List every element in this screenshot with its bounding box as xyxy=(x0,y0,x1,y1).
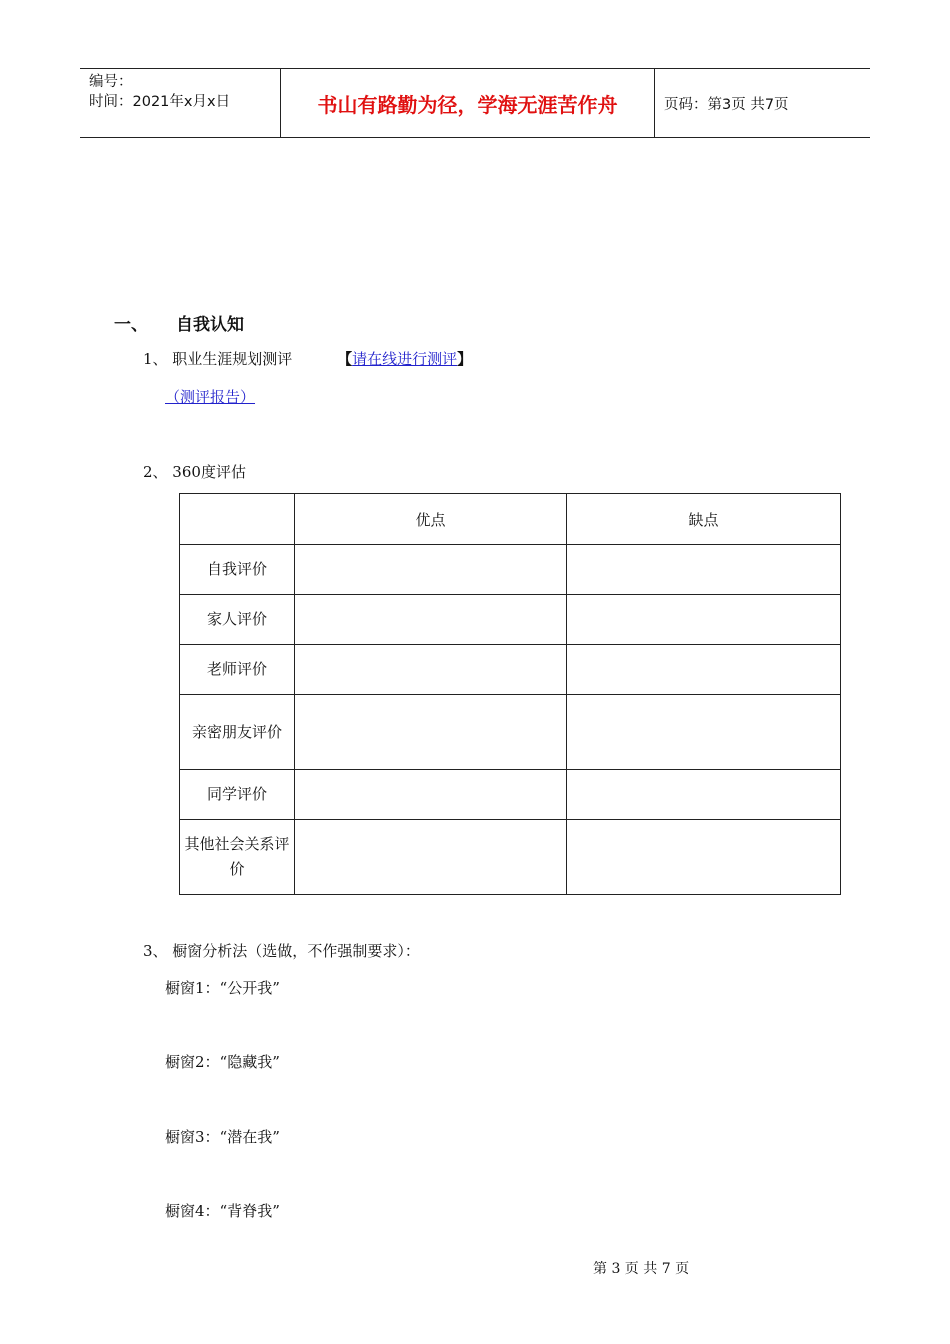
table-row xyxy=(180,820,841,895)
weakness-cell[interactable] xyxy=(567,820,841,895)
report-line xyxy=(165,386,255,407)
page-header xyxy=(80,68,870,138)
report-link[interactable]: （测评报告） xyxy=(165,388,256,406)
row-label: 亲密朋友评价 xyxy=(180,695,295,770)
table-header-weaknesses: 缺点 xyxy=(567,494,841,545)
strength-cell[interactable] xyxy=(295,595,567,645)
weakness-cell[interactable] xyxy=(567,545,841,595)
number-label: 编号： xyxy=(89,74,133,90)
table-row xyxy=(180,770,841,820)
row-label: 家人评价 xyxy=(180,595,295,645)
bracket-open: 【 xyxy=(337,350,353,368)
row-label: 老师评价 xyxy=(180,645,295,695)
strength-cell[interactable] xyxy=(295,695,567,770)
page-footer: 第 3 页 共 7 页 xyxy=(593,1261,690,1277)
weakness-cell[interactable] xyxy=(567,595,841,645)
section-heading: 自我认知 xyxy=(176,315,244,335)
table-row xyxy=(180,645,841,695)
table-header-strengths: 优点 xyxy=(295,494,567,545)
row-label: 自我评价 xyxy=(180,545,295,595)
bracket-close: 】 xyxy=(457,350,473,368)
item1-label: 1、 职业生涯规划测评 xyxy=(143,350,293,368)
window-item: 橱窗2：“隐藏我” xyxy=(165,1053,280,1071)
strength-cell[interactable] xyxy=(295,820,567,895)
table-row xyxy=(180,545,841,595)
weakness-cell[interactable] xyxy=(567,645,841,695)
weakness-cell[interactable] xyxy=(567,695,841,770)
strength-cell[interactable] xyxy=(295,545,567,595)
window-item: 橱窗4：“背脊我” xyxy=(165,1202,280,1220)
table-header-row xyxy=(180,494,841,545)
evaluation-table xyxy=(179,493,841,895)
table-row xyxy=(180,595,841,645)
item2-label: 2、 360度评估 xyxy=(143,463,246,481)
table-header-blank xyxy=(180,494,295,545)
table-row xyxy=(180,695,841,770)
row-label: 其他社会关系评价 xyxy=(180,820,295,895)
item3-label: 3、 橱窗分析法（选做，不作强制要求）： xyxy=(143,942,420,960)
window-item: 橱窗3：“潜在我” xyxy=(165,1128,280,1146)
window-item: 橱窗1：“公开我” xyxy=(165,979,280,997)
header-meta xyxy=(80,69,281,137)
section-title xyxy=(114,310,244,335)
online-test-link[interactable]: 请在线进行测评 xyxy=(352,350,458,368)
weakness-cell[interactable] xyxy=(567,770,841,820)
strength-cell[interactable] xyxy=(295,645,567,695)
time-label: 时间：2021年x月x日 xyxy=(89,94,231,110)
strength-cell[interactable] xyxy=(295,770,567,820)
item1-line xyxy=(143,348,472,369)
section-number: 一、 xyxy=(114,315,148,335)
header-motto: 书山有路勤为径，学海无涯苦作舟 xyxy=(281,69,655,137)
header-page-info: 页码：第3页 共7页 xyxy=(664,96,789,113)
row-label: 同学评价 xyxy=(180,770,295,820)
